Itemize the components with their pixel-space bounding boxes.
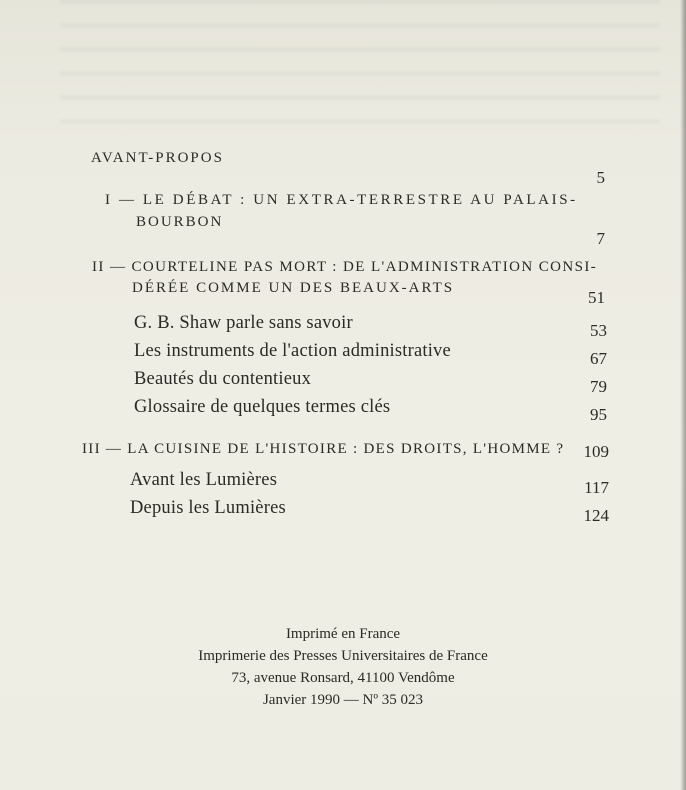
toc-chapter3-title: III — LA CUISINE DE L'HISTOIRE : DES DROITS, L'HOMME ? <box>82 441 565 457</box>
toc-section-label: G. B. Shaw parle sans savoir <box>134 313 353 333</box>
toc-avant-propos-page: 5 <box>596 168 605 187</box>
toc-chapter2-title-line2: DÉRÉE COMME UN DES BEAUX-ARTS <box>132 280 455 296</box>
toc-section-page: 53 <box>590 321 607 340</box>
toc-section-label: Les instruments de l'action administrative <box>134 341 451 361</box>
toc-chapter1-title-line1: I — LE DÉBAT : UN EXTRA-TERRESTRE AU PALAIS- <box>105 192 578 208</box>
toc-section-label: Avant les Lumières <box>130 470 278 490</box>
show-through-text <box>60 0 660 140</box>
toc-chapter1-title-line2: BOURBON <box>136 214 224 230</box>
toc-chapter2-page: 51 <box>588 288 605 307</box>
toc-section-label: Beautés du contentieux <box>134 369 312 389</box>
imprint-line: Imprimé en France <box>285 626 401 642</box>
toc-section-page: 117 <box>584 478 609 497</box>
toc-section-page: 79 <box>590 377 607 396</box>
imprint-line: Janvier 1990 — Nº 35 023 <box>262 692 424 708</box>
toc-section-page: 95 <box>590 405 607 424</box>
toc-section-label: Depuis les Lumières <box>130 498 286 518</box>
toc-chapter2-title-line1: II — COURTELINE PAS MORT : DE L'ADMINISTRATION CONSI- <box>92 259 598 275</box>
toc-section-label: Glossaire de quelques termes clés <box>134 397 391 417</box>
imprint-line: Imprimerie des Presses Universitaires de France <box>198 648 488 664</box>
toc-chapter3-page: 109 <box>583 442 609 461</box>
imprint-line: 73, avenue Ronsard, 41100 Vendôme <box>231 670 455 686</box>
toc-chapter1-page: 7 <box>596 229 605 248</box>
toc-section-page: 67 <box>590 349 607 368</box>
toc-section-page: 124 <box>583 506 609 525</box>
toc-avant-propos-label: AVANT-PROPOS <box>91 150 224 166</box>
